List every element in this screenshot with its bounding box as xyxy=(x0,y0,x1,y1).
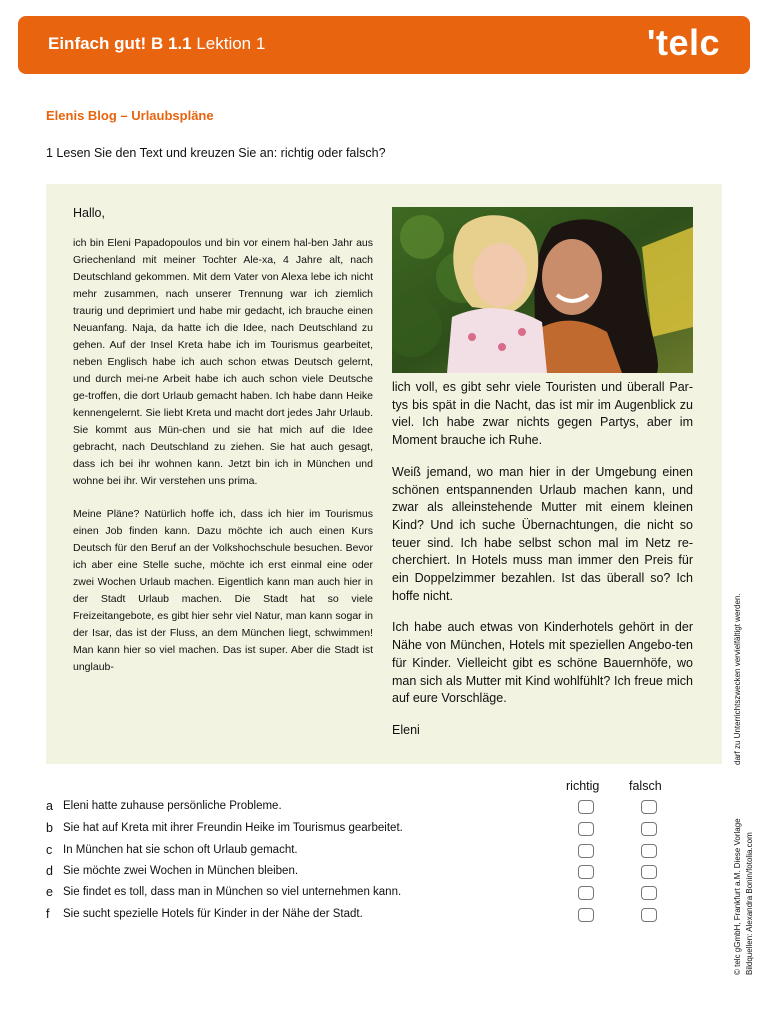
header-title xyxy=(48,34,265,54)
richtig-checkbox[interactable] xyxy=(578,865,594,879)
question-row xyxy=(46,843,666,863)
photo-mother-and-daughter xyxy=(392,207,693,373)
copyright-note-2: © telc gGmbH, Frankfurt a.M. Diese Vorlage xyxy=(733,818,742,975)
richtig-checkbox[interactable] xyxy=(578,822,594,836)
letter-greeting: Hallo, xyxy=(73,206,105,220)
photo-illustration xyxy=(392,207,693,373)
question-text: In München hat sie schon oft Urlaub gemacht. xyxy=(63,844,298,856)
richtig-checkbox[interactable] xyxy=(578,800,594,814)
question-letter: d xyxy=(46,864,53,878)
letter-paragraph: ich bin Eleni Papadopoulos und bin vor einem hal-ben Jahr aus Griechenland mit meiner Tochter Ale-xa, 4 Jahre alt, nach Deutschland gekommen. Mit dem Vater von Alexa lebe ich nicht mehr zusammen, nach unserer Trennung war ich ziemlich traurig und deprimiert und habe mir gedacht, ich brauche einen Neuanfang. Naja, da hatte ich die Idee, nach Deutschland zu gehen. Auf der Insel Kreta habe ich im Tourismus gearbeitet, neben Englisch habe ich auch schon etwas Deutsch gelernt, und durch mei-ne Arbeit habe ich auch schon viele Deutsche ge-troffen, die dort Urlaub gemacht haben. Ich habe dann Heike kennengelernt. Sie liebt Kreta und macht dort jedes Jahr Urlaub. Sie kommt aus Mün-chen und sie hat mich auf die Idee gebracht, nach Deutschland zu ziehen. Sie hat auch gesagt, dass ich bei ihr wohnen kann. Jetzt bin ich in München und wohne bei ihr. Wir verstehen uns prima. xyxy=(73,237,373,487)
question-text: Sie hat auf Kreta mit ihrer Freundin Heike im Tourismus gearbeitet. xyxy=(63,822,403,834)
letter-left-column xyxy=(73,235,373,692)
question-row xyxy=(46,799,666,819)
question-text: Sie findet es toll, dass man in München so viel unternehmen kann. xyxy=(63,886,402,898)
letter-paragraph: Ich habe auch etwas von Kinderhotels gehört in der Nähe von München, Hotels mit speziellen Angebo-ten für Kinder. Vielleicht gibt es schöne Bauernhöfe, wo man sich als Mutter mit Kind wohlfühlt? Ich freue mich auf eure Vorschläge. xyxy=(392,620,693,706)
falsch-checkbox[interactable] xyxy=(641,800,657,814)
falsch-checkbox[interactable] xyxy=(641,844,657,858)
question-letter: f xyxy=(46,907,50,921)
lesson-label: Lektion 1 xyxy=(196,34,266,53)
falsch-column-header: falsch xyxy=(629,779,662,793)
letter-paragraph: Weiß jemand, wo man hier in der Umgebung einen schönen entspannenden Urlaub machen kann, und zwar als alleinstehende Mutter mit einem kleinen Kind? Und ich suche Übernachtungen, die nicht so teuer sind. Ich habe selbst schon mal im Netz re-cherchiert. In Hotels muss man immer den Preis für ein Doppelzimmer bezahlen. Ist das überall so? Ich hoffe nicht. xyxy=(392,464,693,603)
blog-title: Elenis Blog – Urlaubspläne xyxy=(46,108,214,123)
falsch-checkbox[interactable] xyxy=(641,908,657,922)
letter-paragraph: Meine Pläne? Natürlich hoffe ich, dass ich hier im Tourismus einen Job finden kann. Dazu möchte ich auch einen Kurs Deutsch für den Beruf an der Volkshochschule besuchen. Bevor ich aber eine Stelle suche, möchte ich erst einmal eine oder zwei Wochen Urlaub machen. Eigentlich kann man auch hier in der Stadt Urlaub machen. Die Stadt hat so viele Freizeitangebote, es gibt hier sehr viel Natur, man kann sogar in der Isar, das ist der Fluss, an dem München liegt, schwimmen! Man kann hier so viel machen. Das ist super. Aber die Stadt ist unglaub- xyxy=(73,508,373,673)
question-row xyxy=(46,907,666,927)
question-row xyxy=(46,864,666,884)
book-title: Einfach gut! B 1.1 xyxy=(48,34,192,53)
letter-right-column xyxy=(392,379,693,754)
question-row xyxy=(46,821,666,841)
question-letter: a xyxy=(46,799,53,813)
richtig-checkbox[interactable] xyxy=(578,908,594,922)
question-text: Eleni hatte zuhause persönliche Probleme. xyxy=(63,800,282,812)
richtig-checkbox[interactable] xyxy=(578,844,594,858)
telc-logo: 'telc xyxy=(646,22,720,63)
falsch-checkbox[interactable] xyxy=(641,886,657,900)
question-letter: c xyxy=(46,843,53,857)
letter-signature: Eleni xyxy=(392,722,420,737)
task-instruction: 1 Lesen Sie den Text und kreuzen Sie an: richtig oder falsch? xyxy=(46,146,386,160)
question-letter: e xyxy=(46,885,53,899)
question-row xyxy=(46,885,666,905)
falsch-checkbox[interactable] xyxy=(641,822,657,836)
falsch-checkbox[interactable] xyxy=(641,865,657,879)
richtig-column-header: richtig xyxy=(566,779,600,793)
question-text: Sie möchte zwei Wochen in München bleiben. xyxy=(63,865,299,877)
copyright-note-1: darf zu Unterrichtszwecken vervielfältigt werden. xyxy=(733,593,742,765)
question-letter: b xyxy=(46,821,53,835)
image-credit: Bildquellen: Alexandra Bonin/fotolia.com xyxy=(745,832,754,975)
header-bar xyxy=(18,16,750,74)
letter-paragraph: lich voll, es gibt sehr viele Touristen und überall Par-tys bis spät in die Nacht, das ist mir im Augenblick zu viel. Ich habe zwar nichts gegen Partys, aber im Moment brauche ich Ruhe. xyxy=(392,380,693,448)
richtig-checkbox[interactable] xyxy=(578,886,594,900)
question-text: Sie sucht spezielle Hotels für Kinder in der Nähe der Stadt. xyxy=(63,908,363,920)
